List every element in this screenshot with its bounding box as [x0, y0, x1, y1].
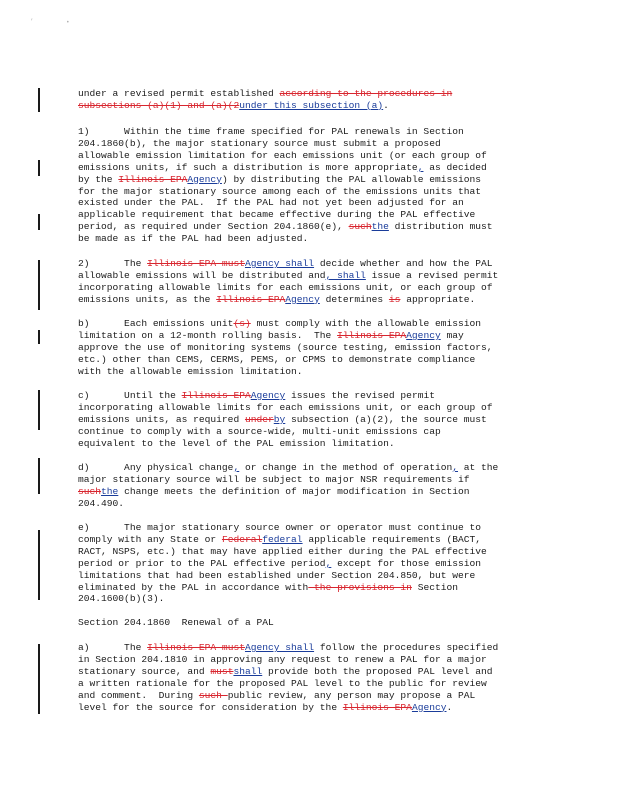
body-text: approve the use of monitoring systems (source testing, emission factors, [78, 341, 493, 353]
text-line [78, 150, 548, 162]
deleted-text: Illinois EPA must [147, 258, 245, 269]
body-text: period, as required under Section 204.1860(e), [78, 221, 349, 233]
body-text: ) by distributing the PAL allowable emissions [221, 173, 482, 185]
text-line [78, 617, 548, 629]
body-text: limitations that had been established under Section 204.850, but were [78, 569, 476, 581]
text-line [78, 678, 548, 690]
body-text: . [383, 99, 389, 111]
text-line [78, 162, 548, 174]
text-line [78, 258, 548, 270]
inserted-text: Agency [285, 293, 320, 305]
body-text: may [440, 329, 464, 341]
body-text: etc.) other than CEMS, CERMS, PEMS, or CPMS to demonstrate compliance [78, 353, 476, 365]
text-line [78, 330, 548, 342]
inserted-text: Agency [187, 173, 222, 185]
text-line [78, 197, 548, 209]
body-text: under a revised permit established [78, 88, 280, 99]
body-text: appropriate. [400, 293, 476, 305]
inserted-text: under this subsection (a) [239, 99, 384, 111]
deleted-text: subsections (a)(1) and (a)(2 [78, 99, 240, 111]
inserted-text: Agency [250, 390, 286, 401]
text-line [78, 209, 548, 221]
body-text: b) Each emissions unit [78, 318, 234, 329]
body-text: as decided [423, 161, 487, 173]
body-text: . [446, 701, 453, 713]
body-text: with the allowable emission limitation. [78, 365, 303, 377]
deleted-text: under [244, 413, 274, 425]
body-text: follow the procedures specified [314, 642, 499, 653]
change-bar [38, 458, 40, 494]
text-line [78, 354, 548, 366]
body-text: incorporating allowable limits for each emissions unit, or each group of [78, 401, 493, 413]
change-bar [38, 390, 40, 430]
body-text: by the [78, 173, 119, 185]
text-line [78, 642, 548, 654]
change-bar [38, 530, 40, 600]
body-text: eliminated by the PAL in accordance with [78, 581, 309, 593]
deleted-text: the provisions in [308, 581, 412, 593]
inserted-text: Agency [411, 701, 447, 713]
deleted-text: Illinois EPA must [147, 642, 245, 653]
text-line [78, 390, 548, 402]
inserted-text: Agency [406, 329, 441, 341]
text-line [78, 426, 548, 438]
body-text: existed under the PAL. If the PAL had not yet been adjusted for an [78, 197, 464, 209]
text-line [78, 138, 548, 150]
deleted-text: such [78, 485, 102, 497]
paragraph-c [78, 390, 548, 450]
paragraph-a-2 [78, 258, 548, 306]
text-line [78, 462, 548, 474]
text-line [78, 366, 548, 378]
inserted-text: , [417, 161, 424, 173]
deleted-text: Illinois EPA [216, 293, 286, 305]
section-heading [78, 617, 548, 629]
text-line [78, 486, 548, 498]
text-line [78, 318, 548, 330]
body-text: 1) Within the time frame specified for PAL renewals in Section [78, 126, 464, 137]
change-bar [38, 88, 40, 112]
body-text: c) Until the [78, 390, 182, 401]
body-text: emissions units, as the [78, 293, 217, 305]
body-text: be made as if the PAL had been adjusted. [78, 233, 309, 245]
body-text: must comply with the allowable emission [250, 318, 482, 329]
deleted-text: such [348, 221, 372, 233]
continuation-paragraph [78, 88, 548, 112]
body-text: at the [458, 462, 499, 473]
body-text: applicable requirements (BACT, [302, 533, 482, 545]
paragraph-e [78, 522, 548, 605]
deleted-text: such [198, 689, 228, 701]
body-text: comply with any State or [78, 533, 222, 545]
body-text: in Section 204.1810 in approving any request to renew a PAL for a major [78, 653, 487, 665]
deleted-text: Illinois EPA [342, 701, 412, 713]
body-text: emissions units, if such a distribution is more appropriate [78, 161, 418, 173]
paragraph-d [78, 462, 548, 510]
body-text: distribution must [388, 221, 493, 233]
text-line [78, 126, 548, 138]
body-text: a written rationale for the proposed PAL level to the public for review [78, 677, 487, 689]
body-text: emissions units, as required [78, 413, 245, 425]
deleted-text: Federal [221, 533, 263, 545]
deleted-text: Illinois EPA [118, 173, 188, 185]
text-line [78, 546, 548, 558]
body-text: level for the source for consideration by the [78, 701, 343, 713]
text-line [78, 498, 548, 510]
body-text: e) The major stationary source owner or operator must continue to [78, 522, 482, 533]
text-line [78, 438, 548, 450]
body-text: change meets the definition of major modification in Section [118, 485, 470, 497]
text-line [78, 342, 548, 354]
text-line [78, 233, 548, 245]
body-text: RACT, NSPS, etc.) that may have applied either during the PAL effective [78, 545, 487, 557]
body-text: allowable emission limitation for each emissions unit (or each group of [78, 149, 487, 161]
text-line [78, 690, 548, 702]
body-text: provide both the proposed PAL level and [262, 665, 493, 677]
body-text: incorporating allowable limits for each emissions unit, or each group of [78, 281, 493, 293]
text-line [78, 414, 548, 426]
body-text: Section 204.1860 Renewal of a PAL [78, 617, 274, 628]
inserted-text: the [371, 221, 389, 233]
body-text: d) Any physical change [78, 462, 234, 473]
body-text: decide whether and how the PAL [314, 258, 493, 269]
body-text: stationary source, and [78, 665, 211, 677]
body-text: applicable requirement that became effective during the PAL effective [78, 209, 476, 221]
inserted-text: the [101, 485, 119, 497]
body-text: and comment. During [78, 689, 199, 701]
body-text: period or prior to the PAL effective period [78, 557, 326, 569]
inserted-text: , [233, 462, 240, 473]
text-line [78, 294, 548, 306]
body-text: allowable emissions will be distributed and [78, 269, 326, 281]
text-line [78, 221, 548, 233]
change-bar [38, 260, 40, 310]
text-line [78, 100, 548, 112]
paragraph-a-1 [78, 126, 548, 245]
deleted-text: (s) [233, 318, 251, 329]
inserted-text: federal [262, 533, 303, 545]
inserted-text: , [452, 462, 459, 473]
inserted-text: shall [233, 665, 263, 677]
text-line [78, 88, 548, 100]
body-text: subsection (a)(2), the source must [285, 413, 487, 425]
scan-dot-mark: • [66, 19, 70, 26]
deleted-text: according to the procedures in [279, 88, 453, 99]
body-text: major stationary source will be subject to major NSR requirements if [78, 473, 470, 485]
scan-speck-mark: ’ [30, 18, 34, 25]
text-line [78, 534, 548, 546]
text-line [78, 186, 548, 198]
inserted-text: Agency shall [244, 258, 315, 269]
inserted-text: , shall [325, 269, 366, 281]
paragraph-renewal-a [78, 642, 548, 713]
text-line [78, 174, 548, 186]
body-text: for the major stationary source among each of the emissions units that [78, 185, 482, 197]
text-line [78, 582, 548, 594]
deleted-text: Illinois EPA [337, 329, 407, 341]
body-text: equivalent to the level of the PAL emission limitation. [78, 437, 395, 449]
body-text: limitation on a 12-month rolling basis. The [78, 329, 338, 341]
text-line [78, 474, 548, 486]
paragraph-b [78, 318, 548, 378]
body-text: 204.1600(b)(3). [78, 593, 165, 605]
text-line [78, 654, 548, 666]
body-text: except for those emission [331, 557, 482, 569]
inserted-text: by [273, 413, 286, 425]
text-line [78, 402, 548, 414]
text-line [78, 593, 548, 605]
text-line [78, 570, 548, 582]
body-text: continue to comply with a source-wide, multi-unit emissions cap [78, 425, 441, 437]
body-text: 204.490. [78, 497, 125, 509]
body-text: a) The [78, 642, 148, 653]
body-text: public review, any person may propose a PAL [227, 689, 476, 701]
text-line [78, 558, 548, 570]
body-text: Section [411, 581, 458, 593]
text-line [78, 522, 548, 534]
change-bar [38, 644, 40, 714]
change-bar [38, 330, 40, 344]
body-text: 204.1860(b), the major stationary source must submit a proposed [78, 137, 441, 149]
change-bar [38, 214, 40, 230]
inserted-text: , [325, 557, 332, 569]
body-text: issue a revised permit [365, 269, 499, 281]
body-text: or change in the method of operation [239, 462, 453, 473]
deleted-text: must [210, 665, 234, 677]
text-line [78, 702, 548, 714]
body-text: 2) The [78, 258, 148, 269]
deleted-text: Illinois EPA [181, 390, 251, 401]
body-text: issues the revised permit [285, 390, 435, 401]
text-line [78, 282, 548, 294]
deleted-text: is [388, 293, 401, 305]
text-line [78, 666, 548, 678]
text-line [78, 270, 548, 282]
change-bar [38, 160, 40, 176]
inserted-text: Agency shall [244, 642, 315, 653]
body-text: determines [319, 293, 389, 305]
